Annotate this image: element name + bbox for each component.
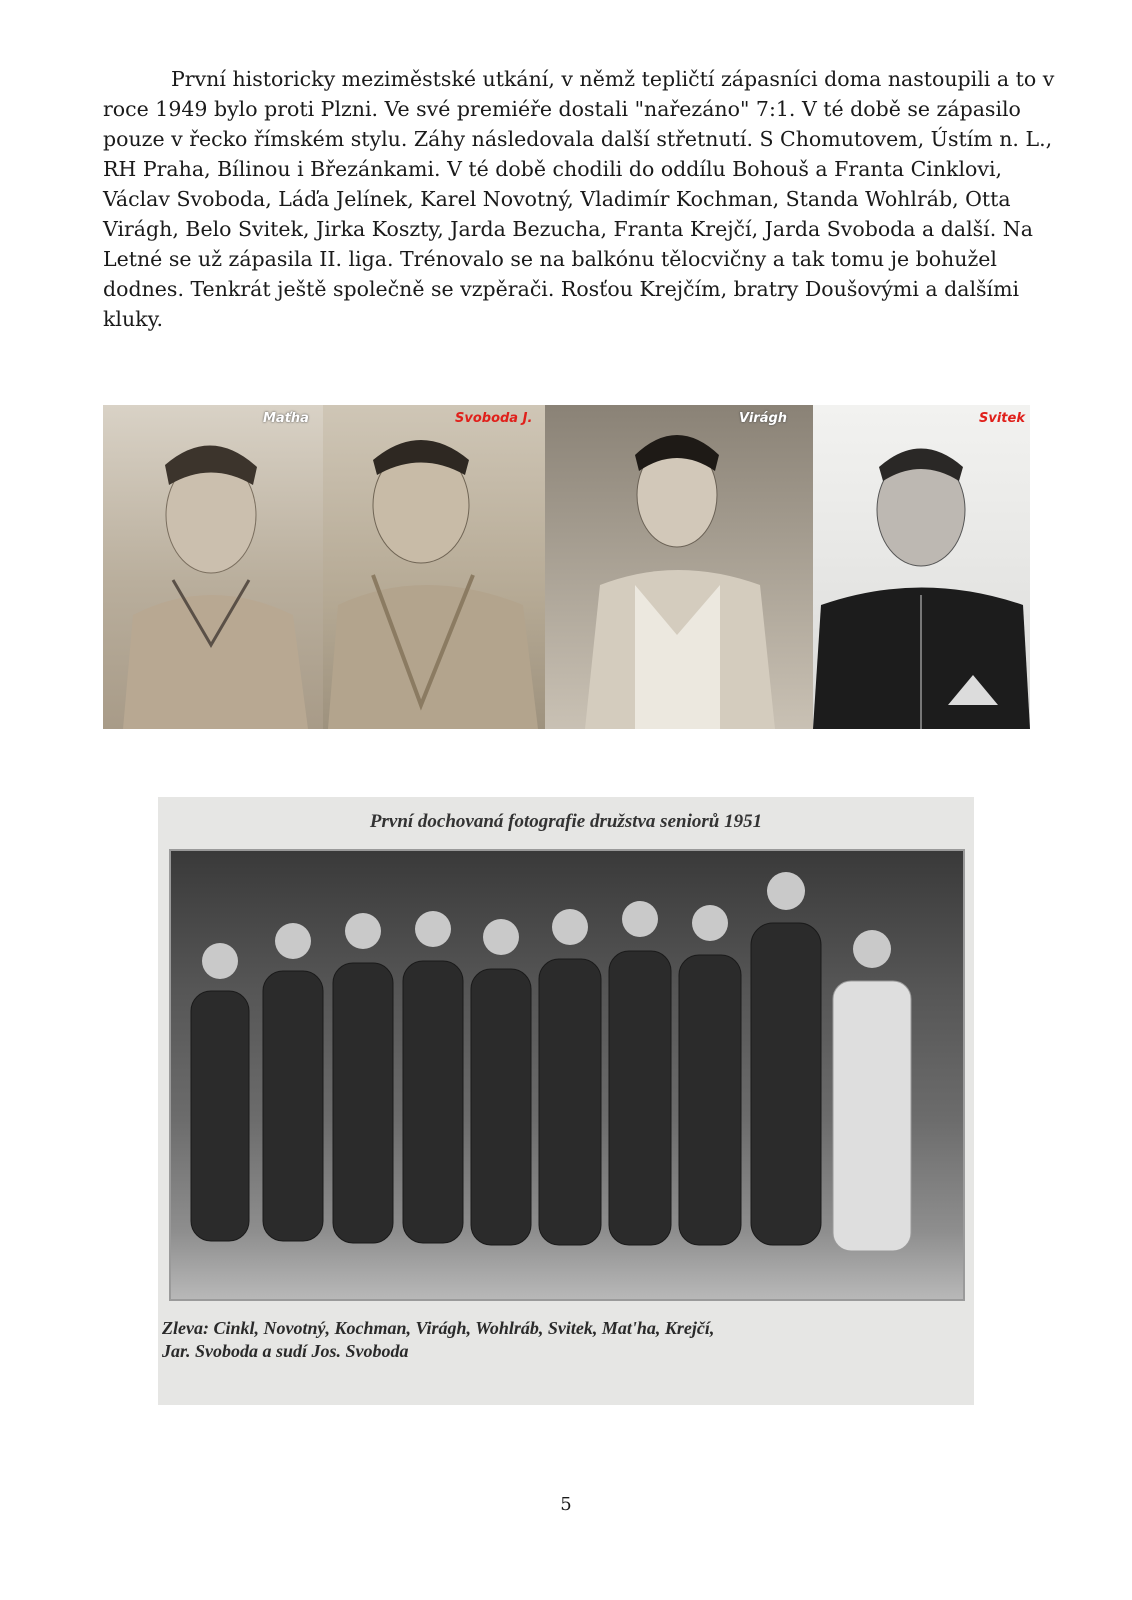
team-photo-title: První dochovaná fotografie družstva seniorů 1951 xyxy=(369,811,763,832)
paragraph-line: dodnes. Tenkrát ještě společně se vzpěrači. Rosťou Krejčím, bratry Doušovými a dalšími xyxy=(103,277,1020,301)
caption-line: Zleva: Cinkl, Novotný, Kochman, Virágh, Wohlráb, Svitek, Mat'ha, Krejčí, xyxy=(162,1318,715,1338)
team-figures xyxy=(171,851,963,1299)
team-photo-card xyxy=(158,797,974,1405)
portrait-photo-svitek xyxy=(813,405,1030,729)
portrait-strip xyxy=(103,405,1030,729)
caption-line: Jar. Svoboda a sudí Jos. Svoboda xyxy=(162,1341,409,1361)
portrait-figure xyxy=(813,405,1030,729)
portrait-figure xyxy=(323,405,545,729)
paragraph-line: První historicky meziměstské utkání, v němž tepličtí zápasníci doma nastoupili a to v xyxy=(171,67,1055,91)
team-photo-caption xyxy=(162,1317,962,1363)
paragraph-line: kluky. xyxy=(103,307,163,331)
portrait-photo-viragh xyxy=(545,405,813,729)
paragraph-line: pouze v řecko římském stylu. Záhy následovala další střetnutí. S Chomutovem, Ústím n. L., xyxy=(103,127,1053,151)
paragraph-line: roce 1949 bylo proti Plzni. Ve své premiéře dostali "nařezáno" 7:1. V té době se zápasilo xyxy=(103,97,1021,121)
page-number: 5 xyxy=(560,1494,572,1515)
paragraph-line: RH Praha, Bílinou i Březánkami. V té době chodili do oddílu Bohouš a Franta Cinklovi, xyxy=(103,157,1003,181)
paragraph-line: Virágh, Belo Svitek, Jirka Koszty, Jarda Bezucha, Franta Krejčí, Jarda Svoboda a další. Na xyxy=(103,217,1033,241)
portrait-label: Svoboda J. xyxy=(455,411,533,426)
portrait-figure xyxy=(545,405,813,729)
portrait-label: Maťha xyxy=(263,411,309,426)
portrait-photo-matha xyxy=(103,405,323,729)
portrait-figure xyxy=(103,405,323,729)
portrait-photo-svoboda xyxy=(323,405,545,729)
body-paragraph xyxy=(103,64,1055,334)
team-photo-image xyxy=(169,849,965,1301)
paragraph-line: Letné se už zápasila II. liga. Trénovalo se na balkónu tělocvičny a tak tomu je bohužel xyxy=(103,247,997,271)
paragraph-line: Václav Svoboda, Láďa Jelínek, Karel Novotný, Vladimír Kochman, Standa Wohlráb, Otta xyxy=(103,187,1011,211)
portrait-label: Virágh xyxy=(739,411,788,426)
portrait-label: Svitek xyxy=(979,411,1025,426)
